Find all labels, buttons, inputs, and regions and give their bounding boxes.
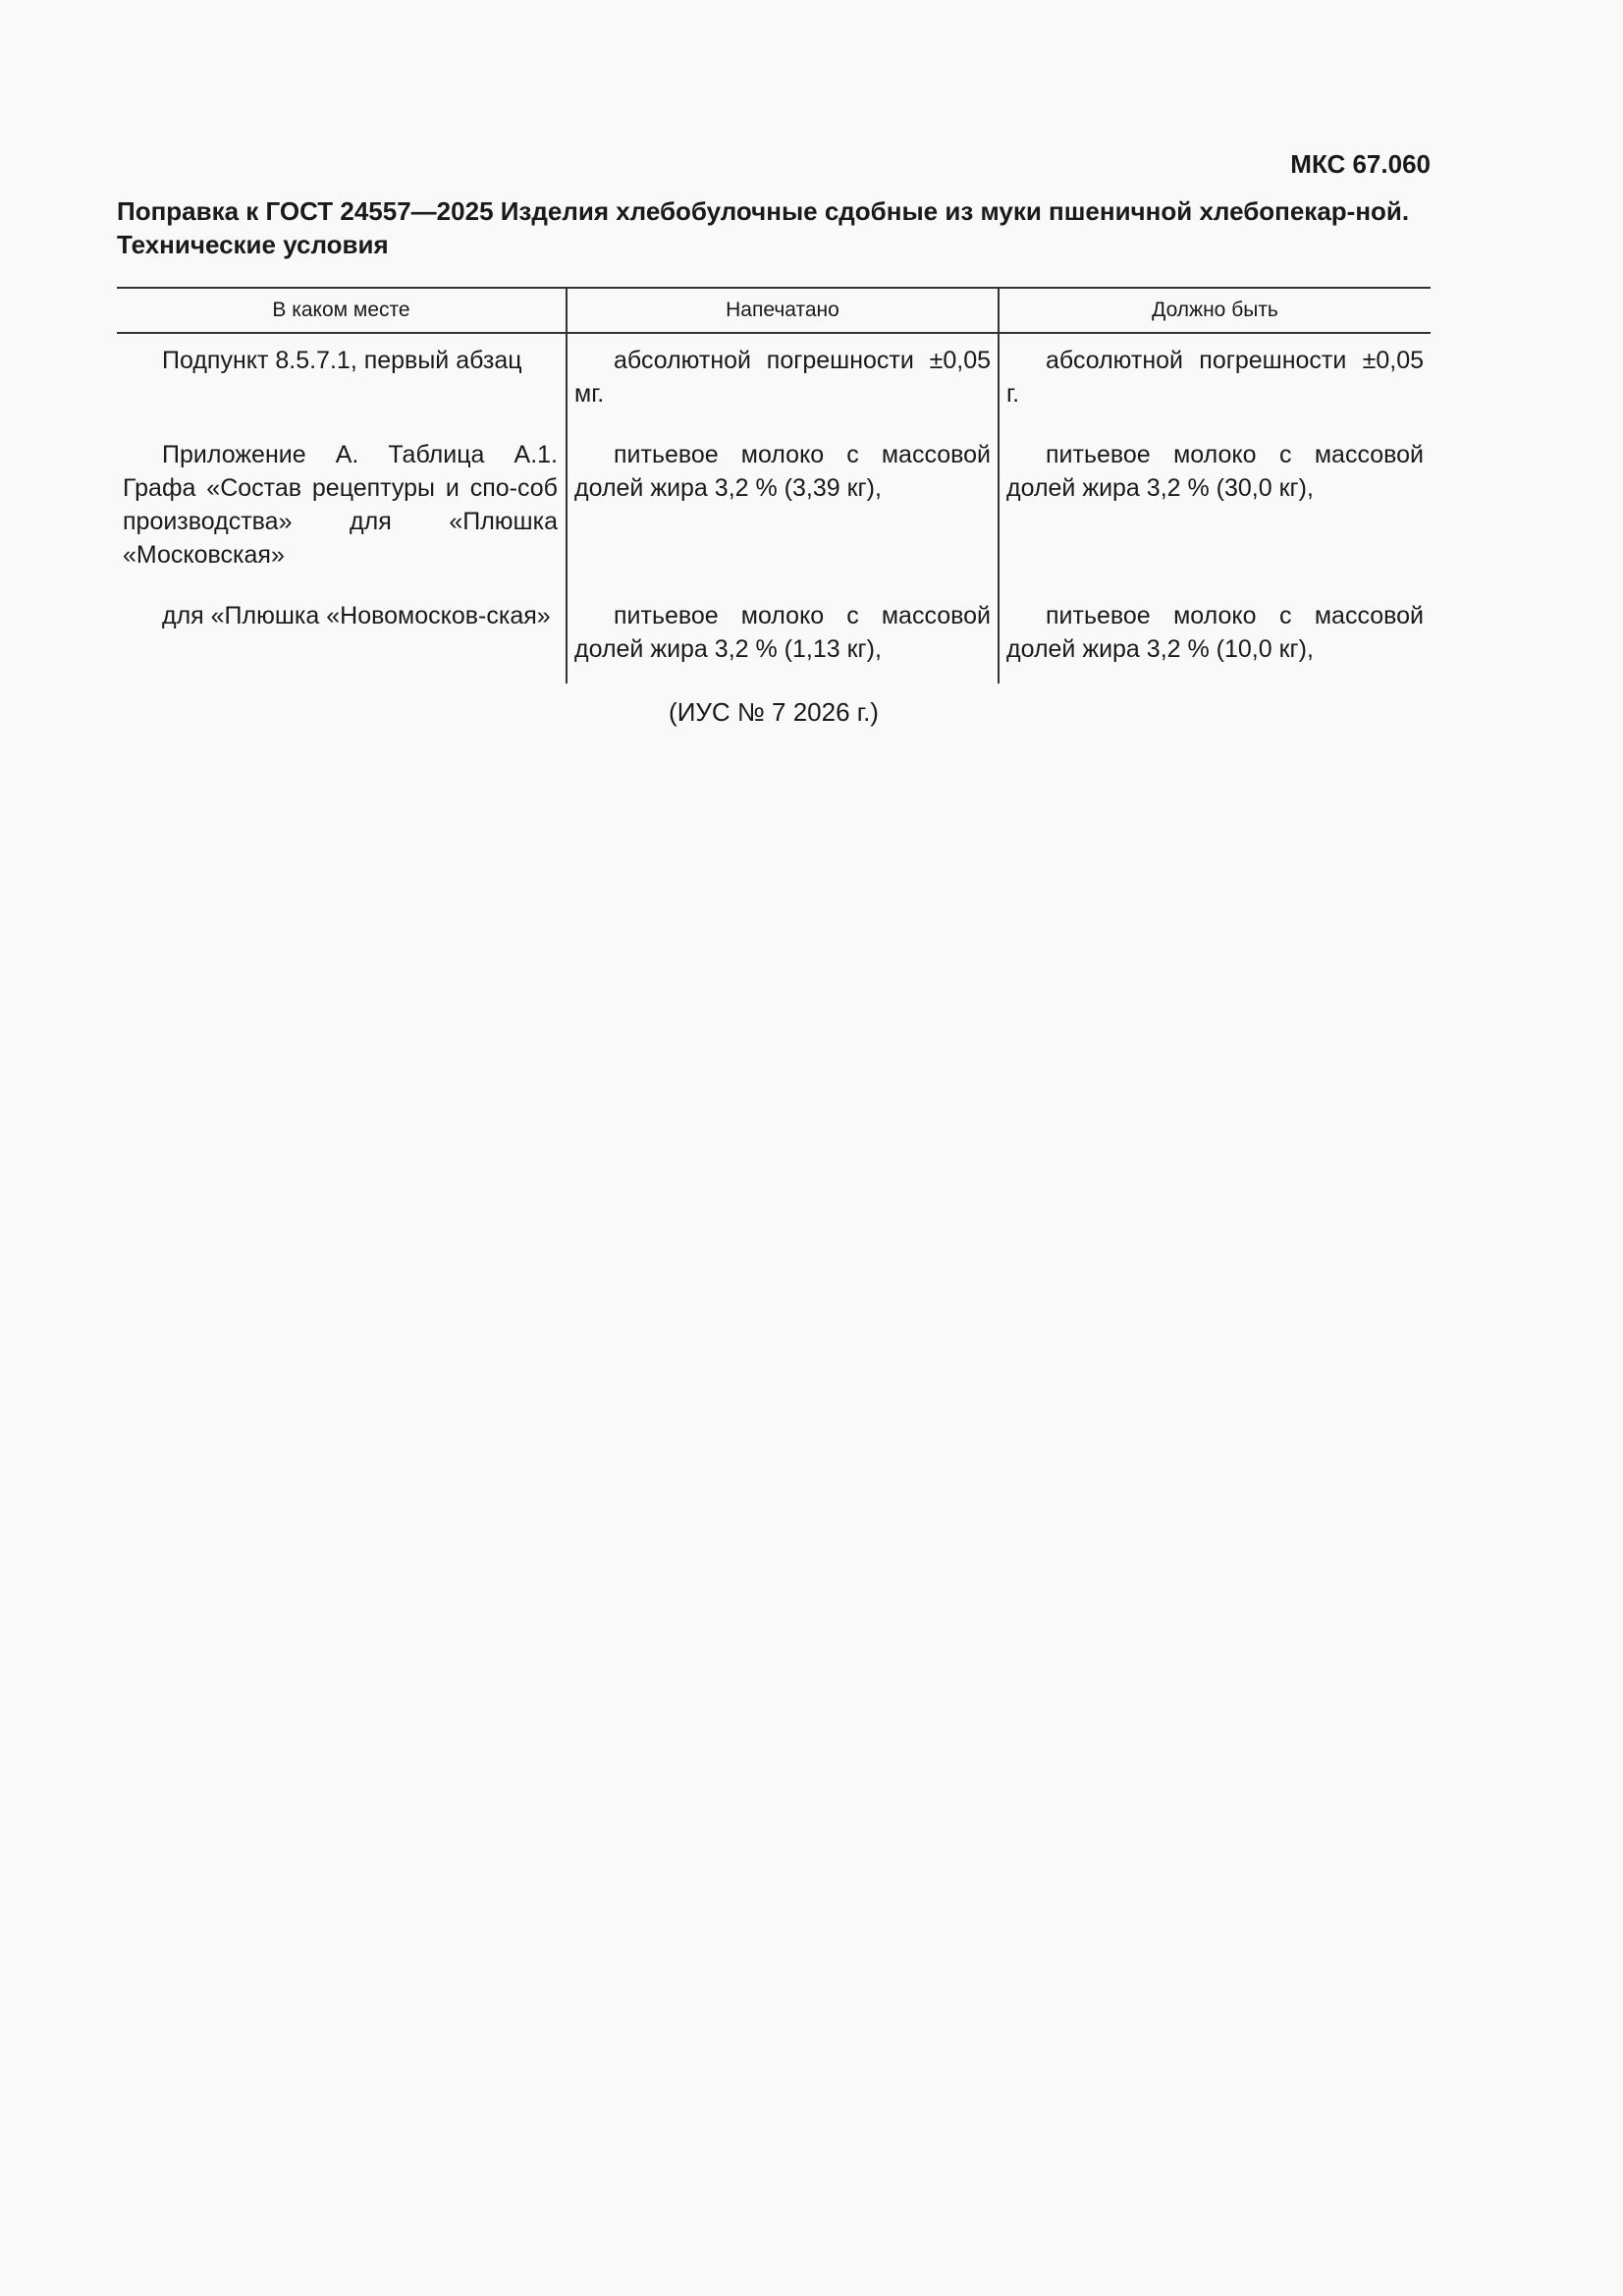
column-header-where: В каком месте (117, 288, 567, 333)
table-header-row (117, 288, 1431, 333)
cell-where: для «Плюшка «Новомосков-ская» (162, 602, 551, 629)
column-header-printed: Напечатано (567, 288, 999, 333)
mks-code: МКС 67.060 (1290, 149, 1431, 179)
cell-where: Подпункт 8.5.7.1, первый абзац (162, 347, 522, 374)
cell-where: Приложение А. Таблица А.1. Графа «Состав рецептуры и спо-соб производства» для «Плюшка «Московская» (123, 441, 558, 569)
column-header-should-be: Должно быть (999, 288, 1431, 333)
cell-printed: абсолютной погрешности ±0,05 мг. (567, 333, 999, 428)
cell-printed: питьевое молоко с массовой долей жира 3,2 % (3,39 кг), (567, 428, 999, 589)
cell-printed: питьевое молоко с массовой долей жира 3,2 % (1,13 кг), (567, 589, 999, 683)
table-row (117, 428, 1431, 589)
ius-reference: (ИУС № 7 2026 г.) (669, 697, 879, 727)
amendment-table (117, 287, 1431, 683)
cell-should-be: питьевое молоко с массовой долей жира 3,2 % (30,0 кг), (999, 428, 1431, 589)
cell-should-be: абсолютной погрешности ±0,05 г. (999, 333, 1431, 428)
cell-should-be: питьевое молоко с массовой долей жира 3,2 % (10,0 кг), (999, 589, 1431, 683)
document-page (117, 147, 1431, 754)
document-title: Поправка к ГОСТ 24557—2025 Изделия хлебобулочные сдобные из муки пшеничной хлебопекар-ной. Технические условия (117, 196, 1410, 259)
table-row (117, 589, 1431, 683)
table-row (117, 333, 1431, 428)
